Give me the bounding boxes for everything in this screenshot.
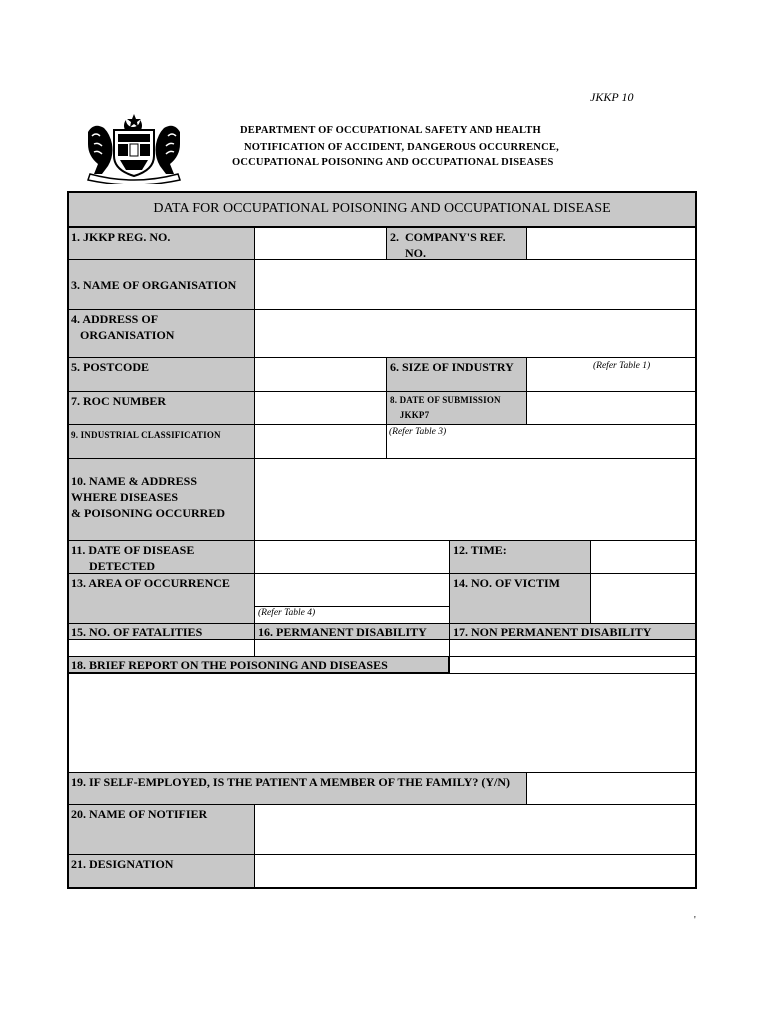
- label-organisation-address: 4. ADDRESS OF ORGANISATION: [67, 309, 255, 358]
- input-time[interactable]: [590, 540, 697, 574]
- label-permanent-disability: 16. PERMANENT DISABILITY: [254, 623, 450, 640]
- input-brief-report[interactable]: [67, 673, 697, 773]
- label-non-permanent-disability: 17. NON PERMANENT DISABILITY: [449, 623, 697, 640]
- note-refer-table-4: (Refer Table 4): [258, 608, 316, 618]
- header-notification: NOTIFICATION OF ACCIDENT, DANGEROUS OCCURRENCE,: [244, 142, 559, 153]
- label-industrial-classification: 9. INDUSTRIAL CLASSIFICATION: [67, 424, 255, 459]
- input-organisation-name[interactable]: [254, 259, 697, 310]
- label-time: 12. TIME:: [449, 540, 591, 574]
- header-occupational: OCCUPATIONAL POISONING AND OCCUPATIONAL DISEASES: [232, 157, 554, 168]
- form-code: JKKP 10: [590, 90, 634, 104]
- label-no-of-victim: 14. NO. OF VICTIM: [449, 573, 591, 624]
- label-organisation-name: 3. NAME OF ORGANISATION: [67, 259, 255, 310]
- label-jkkp-reg-no: 1. JKKP REG. NO.: [67, 227, 255, 260]
- input-company-ref-no[interactable]: [526, 227, 697, 260]
- label-company-ref-no: 2. COMPANY'S REF. NO.: [386, 227, 527, 260]
- input-area-of-occurrence[interactable]: [254, 573, 450, 607]
- header-department: DEPARTMENT OF OCCUPATIONAL SAFETY AND HEALTH: [240, 125, 541, 136]
- input-fatalities[interactable]: [67, 639, 255, 657]
- input-self-employed-family[interactable]: [526, 772, 697, 805]
- note-refer-table-3: (Refer Table 3): [389, 427, 447, 437]
- label-designation: 21. DESIGNATION: [67, 854, 255, 889]
- input-industrial-classification-code[interactable]: [254, 424, 387, 459]
- label-roc-number: 7. ROC NUMBER: [67, 391, 255, 425]
- label-name-of-notifier: 20. NAME OF NOTIFIER: [67, 804, 255, 855]
- label-size-of-industry: 6. SIZE OF INDUSTRY: [386, 357, 527, 392]
- input-permanent-disability[interactable]: [254, 639, 450, 657]
- malaysia-coat-of-arms-icon: [80, 112, 188, 184]
- form-title: DATA FOR OCCUPATIONAL POISONING AND OCCUPATIONAL DISEASE: [67, 191, 697, 227]
- label-place-of-occurrence: 10. NAME & ADDRESS WHERE DISEASES & POISONING OCCURRED: [67, 458, 255, 541]
- input-no-of-victim[interactable]: [590, 573, 697, 624]
- input-non-permanent-disability[interactable]: [449, 639, 697, 657]
- label-date-detected: 11. DATE OF DISEASE DETECTED: [67, 540, 255, 574]
- input-designation[interactable]: [254, 854, 697, 889]
- label-area-of-occurrence: 13. AREA OF OCCURRENCE: [67, 573, 255, 624]
- input-name-of-notifier[interactable]: [254, 804, 697, 855]
- input-date-of-submission[interactable]: [526, 391, 697, 425]
- input-organisation-address[interactable]: [254, 309, 697, 358]
- label-self-employed-family: 19. IF SELF-EMPLOYED, IS THE PATIENT A MEMBER OF THE FAMILY? (Y/N): [67, 772, 527, 805]
- note-refer-table-1: (Refer Table 1): [593, 361, 651, 371]
- footer-mark: ': [694, 915, 696, 926]
- input-date-detected[interactable]: [254, 540, 450, 574]
- label-brief-report: 18. BRIEF REPORT ON THE POISONING AND DISEASES: [67, 656, 450, 674]
- input-roc-number[interactable]: [254, 391, 387, 425]
- label-fatalities: 15. NO. OF FATALITIES: [67, 623, 255, 640]
- input-place-of-occurrence[interactable]: [254, 458, 697, 541]
- input-postcode[interactable]: [254, 357, 387, 392]
- input-jkkp-reg-no[interactable]: [254, 227, 387, 260]
- label-postcode: 5. POSTCODE: [67, 357, 255, 392]
- label-date-of-submission: 8. DATE OF SUBMISSION JKKP7: [386, 391, 527, 425]
